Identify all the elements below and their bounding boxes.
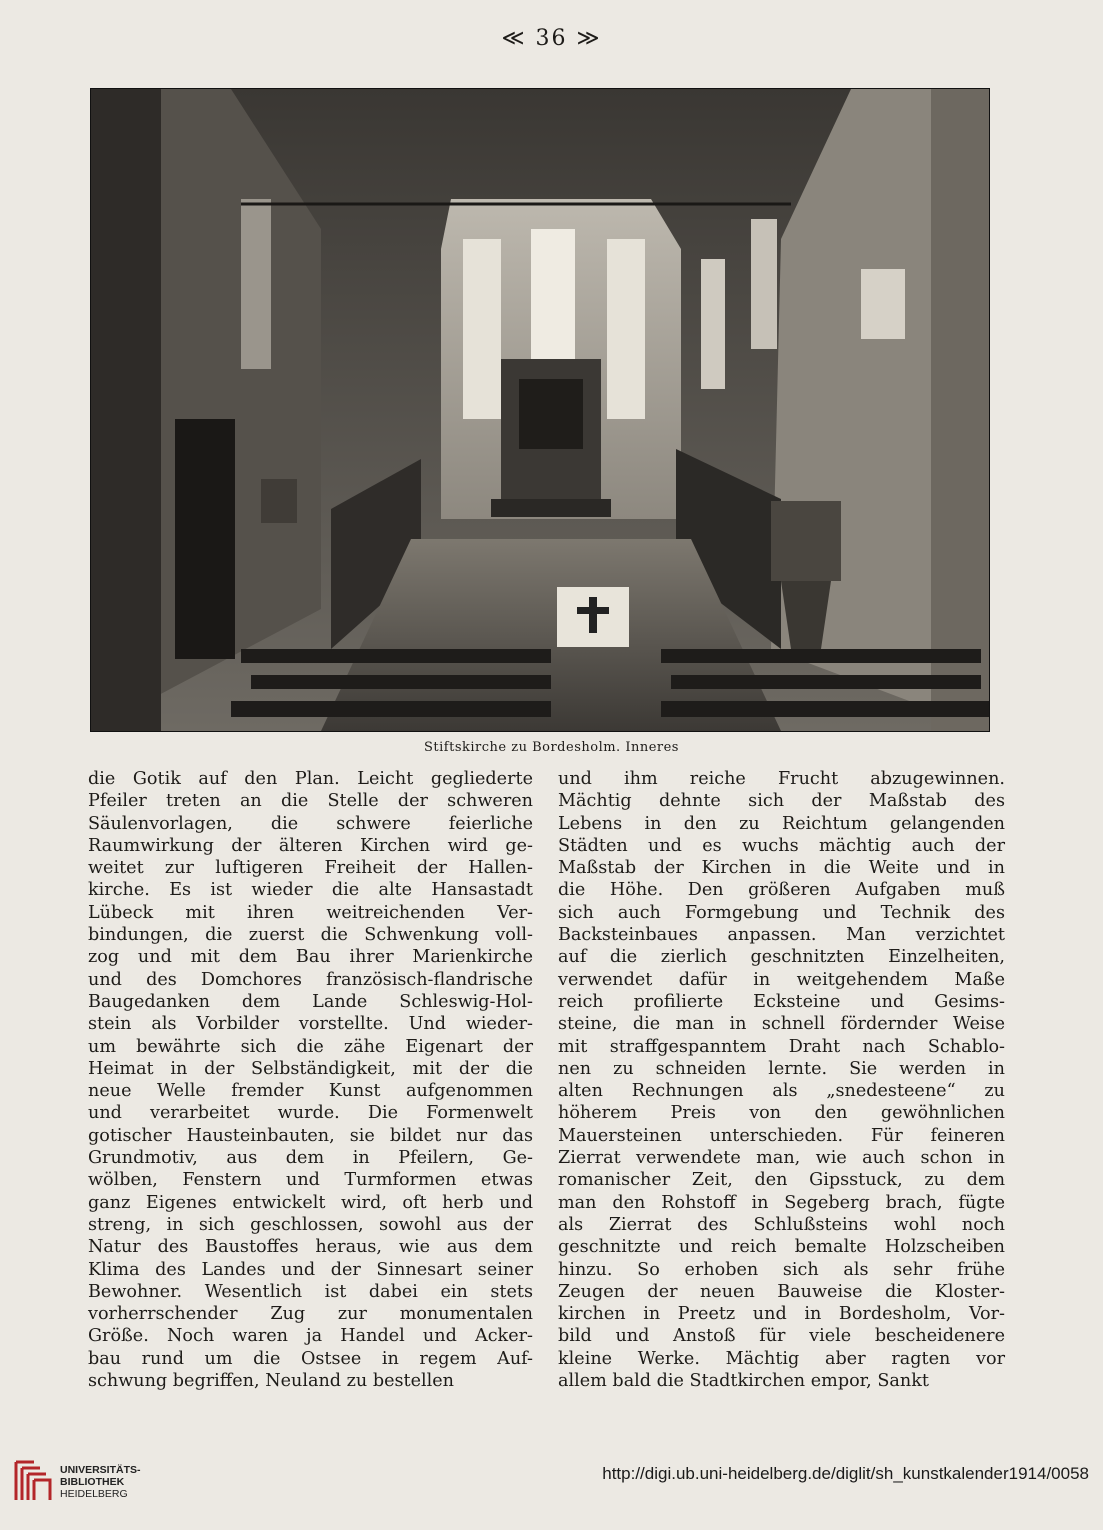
text-line: mit straffgespanntem Draht nach Schablo- — [558, 1036, 1005, 1057]
text-line: Baugedanken dem Lande Schleswig-Hol- — [88, 991, 533, 1012]
text-line: gotischer Hausteinbauten, sie bildet nur das — [88, 1125, 533, 1146]
text-line: die Höhe. Den größeren Aufgaben muß — [558, 880, 1005, 901]
text-line: Pfeiler treten an die Stelle der schweren — [88, 791, 533, 812]
text-line: neue Welle fremder Kunst aufgenommen — [88, 1081, 533, 1102]
text-line: Lebens in den zu Reichtum gelangenden — [558, 813, 1005, 834]
text-line: Zierrat verwendete man, wie auch schon in — [558, 1148, 1005, 1169]
text-line: Mächtig dehnte sich der Maßstab des — [558, 791, 1005, 812]
text-line: ganz Eigenes entwickelt wird, oft herb und — [88, 1192, 533, 1213]
text-line: bild und Anstoß für viele bescheidenere — [558, 1326, 1005, 1347]
text-column-left — [88, 768, 533, 1392]
text-line: wölben, Fenstern und Turmformen etwas — [88, 1170, 533, 1191]
library-name-line3: HEIDELBERG — [60, 1488, 128, 1500]
text-line: Säulenvorlagen, die schwere feierliche — [88, 813, 533, 834]
text-line: Grundmotiv, aus dem in Pfeilern, Ge- — [88, 1148, 533, 1169]
text-line: Klima des Landes und der Sinnesart seiner — [88, 1259, 533, 1280]
university-library-logo-icon[interactable] — [12, 1458, 54, 1504]
text-line: streng, in sich geschlossen, sowohl aus der — [88, 1214, 533, 1235]
text-line: Mauersteinen unterschieden. Für feineren — [558, 1125, 1005, 1146]
text-line: steine, die man in schnell fördernder Weise — [558, 1014, 1005, 1035]
library-name — [60, 1464, 141, 1500]
text-line: hinzu. So erhoben sich als sehr frühe — [558, 1259, 1005, 1280]
source-url-link[interactable]: http://digi.ub.uni-heidelberg.de/diglit/sh_kunstkalender1914/0058 — [602, 1464, 1089, 1483]
text-line: höherem Preis von den gewöhnlichen — [558, 1103, 1005, 1124]
text-line: stein als Vorbilder vorstellte. Und wieder- — [88, 1014, 533, 1035]
text-line: Natur des Baustoffes heraus, wie aus dem — [88, 1237, 533, 1258]
text-line: und verarbeitet wurde. Die Formenwelt — [88, 1103, 533, 1124]
text-line: und des Domchores französisch-flandrische — [88, 969, 533, 990]
text-line: man den Rohstoff in Segeberg brach, fügte — [558, 1192, 1005, 1213]
text-line: Zeugen der neuen Bauweise die Kloster- — [558, 1281, 1005, 1302]
text-line: Städten und es wuchs mächtig auch der — [558, 835, 1005, 856]
text-line: reich profilierte Ecksteine und Gesims- — [558, 991, 1005, 1012]
text-line: verwendet dafür in weitgehendem Maße — [558, 969, 1005, 990]
text-line: zog und mit dem Bau ihrer Marienkirche — [88, 947, 533, 968]
text-line: schwung begriffen, Neuland zu bestellen — [88, 1371, 455, 1392]
text-line: kirchen in Preetz und in Bordesholm, Vor- — [558, 1304, 1005, 1325]
text-line: Raumwirkung der älteren Kirchen wird ge- — [88, 835, 533, 856]
page-number-header — [0, 26, 1103, 51]
text-line: Lübeck mit ihren weitreichenden Ver- — [88, 902, 533, 923]
text-column-right — [558, 768, 1005, 1392]
text-line: romanischer Zeit, den Gipsstuck, zu dem — [558, 1170, 1005, 1191]
text-line: als Zierrat des Schlußsteins wohl noch — [558, 1214, 1005, 1235]
text-line: kleine Werke. Mächtig aber ragten vor — [558, 1348, 1005, 1369]
text-line: Maßstab der Kirchen in die Weite und in — [558, 858, 1005, 879]
figure-caption: Stiftskirche zu Bordesholm. Inneres — [424, 740, 679, 755]
text-line: Backsteinbaues anpassen. Man verzichtet — [558, 925, 1005, 946]
library-name-line2: BIBLIOTHEK — [60, 1476, 125, 1488]
text-line: und ihm reiche Frucht abzugewinnen. — [558, 769, 1005, 789]
photo-illustration — [91, 89, 989, 731]
text-line: alten Rechnungen als „snedesteene“ zu — [558, 1081, 1005, 1102]
text-line: nen zu schneiden lernte. Sie werden in — [558, 1058, 1005, 1079]
footer — [0, 1452, 1103, 1512]
text-line: auf die zierlich geschnitzten Einzelheiten, — [558, 947, 1005, 968]
ornament-left: ≪ — [501, 26, 527, 51]
text-line: vorherrschender Zug zur monumentalen — [88, 1304, 533, 1325]
text-line: sich auch Formgebung und Technik des — [558, 902, 1005, 923]
church-interior-photo — [90, 88, 990, 732]
text-line: Größe. Noch waren ja Handel und Acker- — [88, 1326, 533, 1347]
text-line: bindungen, die zuerst die Schwenkung voll- — [88, 925, 533, 946]
text-line: weitet zur luftigeren Freiheit der Hallen- — [88, 858, 533, 879]
text-line: Heimat in der Selbständigkeit, mit der die — [88, 1058, 533, 1079]
text-line: allem bald die Stadtkirchen empor, Sankt — [558, 1371, 929, 1392]
text-line: bau rund um die Ostsee in regem Auf- — [88, 1348, 533, 1369]
text-line: Bewohner. Wesentlich ist dabei ein stets — [88, 1281, 533, 1302]
library-name-line1: UNIVERSITÄTS- — [60, 1464, 141, 1476]
text-line: um bewährte sich die zähe Eigenart der — [88, 1036, 533, 1057]
text-line: die Gotik auf den Plan. Leicht gegliederte — [88, 769, 533, 789]
ornament-right: ≫ — [576, 26, 602, 51]
text-line: kirche. Es ist wieder die alte Hansastadt — [88, 880, 533, 901]
page-number: 36 — [535, 26, 568, 51]
text-line: geschnitzte und reich bemalte Holzscheiben — [558, 1237, 1005, 1258]
